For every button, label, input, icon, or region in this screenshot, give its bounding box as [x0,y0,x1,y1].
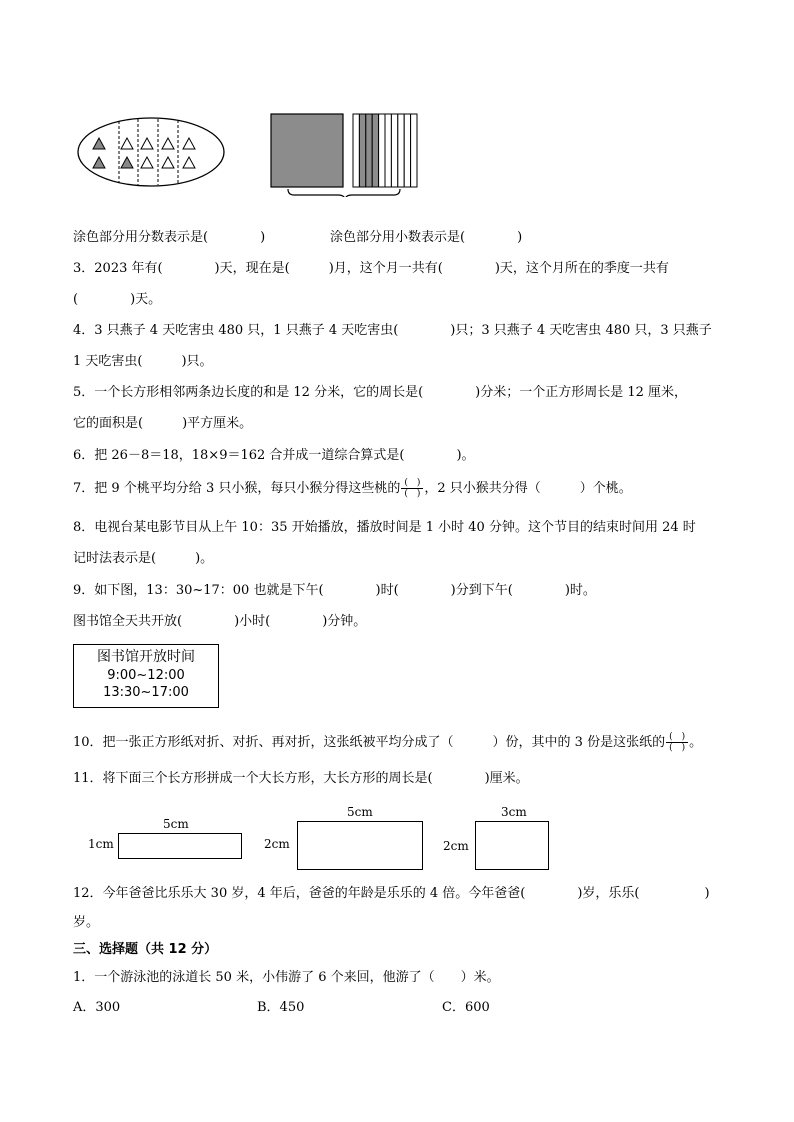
strip-3 [372,114,378,187]
question-10-prefix: 10．把一张正方形纸对折、对折、再对折，这张纸被平均分成了（ ）份，其中的 3 份是这张纸的 [73,735,666,750]
question-8-line-1: 8．电视台某电影节目从上午 10：35 开始播放，播放时间是 1 小时 40 分钟。这个节目的结束时间用 24 时 [73,520,696,535]
fraction-numerator: ( ) [666,732,688,743]
option-c: C．600 [442,1000,490,1015]
question-4-line-2: 1 天吃害虫( )只。 [73,354,213,369]
question-11: 11．将下面三个长方形拼成一个大长方形，大长方形的周长是( )厘米。 [73,771,529,786]
rectangle-3 [475,821,549,870]
rect1-height-label: 1cm [88,837,114,851]
rect3-width-label: 3cm [501,805,527,819]
question-5-line-2: 它的面积是( )平方厘米。 [73,416,253,431]
strip-7 [398,114,404,187]
question-10-suffix: 。 [689,735,703,750]
fraction-denominator: ( ) [669,743,686,753]
section-3-question-1: 1．一个游泳池的泳道长 50 米，小伟游了 6 个来回，他游了（ ）米。 [73,970,500,985]
schedule-morning: 9:00~12:00 [107,668,185,683]
option-a: A．300 [73,1000,121,1015]
question-4-line-1: 4．3 只燕子 4 天吃害虫 480 只，1 只燕子 4 天吃害虫( )只；3 只燕子 4 天吃害虫 480 只，3 只燕子 [73,323,712,338]
strip-6 [391,114,397,187]
question-9-line-1: 9．如下图，13：30~17：00 也就是下午( )时( )分到下午( )时。 [73,583,596,598]
question-10 [73,732,702,753]
option-b: B．450 [257,1000,305,1015]
decimal-caption: 涂色部分用小数表示是( ) [330,230,523,245]
strip-8 [404,114,410,187]
question-7-suffix: ，2 只小猴共分得（ ）个桃。 [424,481,632,496]
question-8-line-2: 记时法表示是( )。 [73,551,214,566]
strip-0 [353,114,359,187]
question-6: 6．把 26－8＝18，18×9＝162 合并成一道综合算式是( )。 [73,448,475,463]
strip-9 [411,114,417,187]
question-3-line-1: 3．2023 年有( )天，现在是( )月，这个月一共有( )天，这个月所在的季度一共有 [73,261,669,276]
fraction-denominator: ( ) [404,489,421,499]
schedule-afternoon: 13:30~17:00 [103,685,189,700]
triangle-oval-figure [76,116,226,188]
strip-5 [385,114,391,187]
question-3-line-2: ( )天。 [73,292,162,307]
schedule-title: 图书馆开放时间 [97,649,195,665]
fraction-blank [666,732,688,753]
rect2-width-label: 5cm [347,805,373,819]
fraction-caption: 涂色部分用分数表示是( ) [73,230,266,245]
strip-1 [359,114,365,187]
question-12-line-2: 岁。 [73,915,100,930]
question-7-prefix: 7．把 9 个桃平均分给 3 只小猴，每只小猴分得这些桃的 [73,481,401,496]
fraction-blank [401,478,423,499]
rect3-height-label: 2cm [443,839,469,853]
section-3-title: 三、选择题（共 12 分） [73,942,218,957]
library-schedule-box [73,644,219,708]
rectangle-2 [297,821,423,870]
question-7 [73,478,632,499]
question-5-line-1: 5．一个长方形相邻两条边长度的和是 12 分米，它的周长是( )分米；一个正方形周长是 12 厘米， [73,385,688,400]
decimal-square-figure [270,113,420,197]
rect1-width-label: 5cm [163,817,189,831]
rectangle-1 [118,833,242,859]
fraction-numerator: ( ) [401,478,423,489]
question-12-line-1: 12．今年爸爸比乐乐大 30 岁，4 年后，爸爸的年龄是乐乐的 4 倍。今年爸爸( )岁，乐乐( ) [73,886,710,901]
rect2-height-label: 2cm [264,837,290,851]
question-9-line-2: 图书馆全天共开放( )小时( )分钟。 [73,614,367,629]
strip-2 [366,114,372,187]
strip-4 [379,114,385,187]
